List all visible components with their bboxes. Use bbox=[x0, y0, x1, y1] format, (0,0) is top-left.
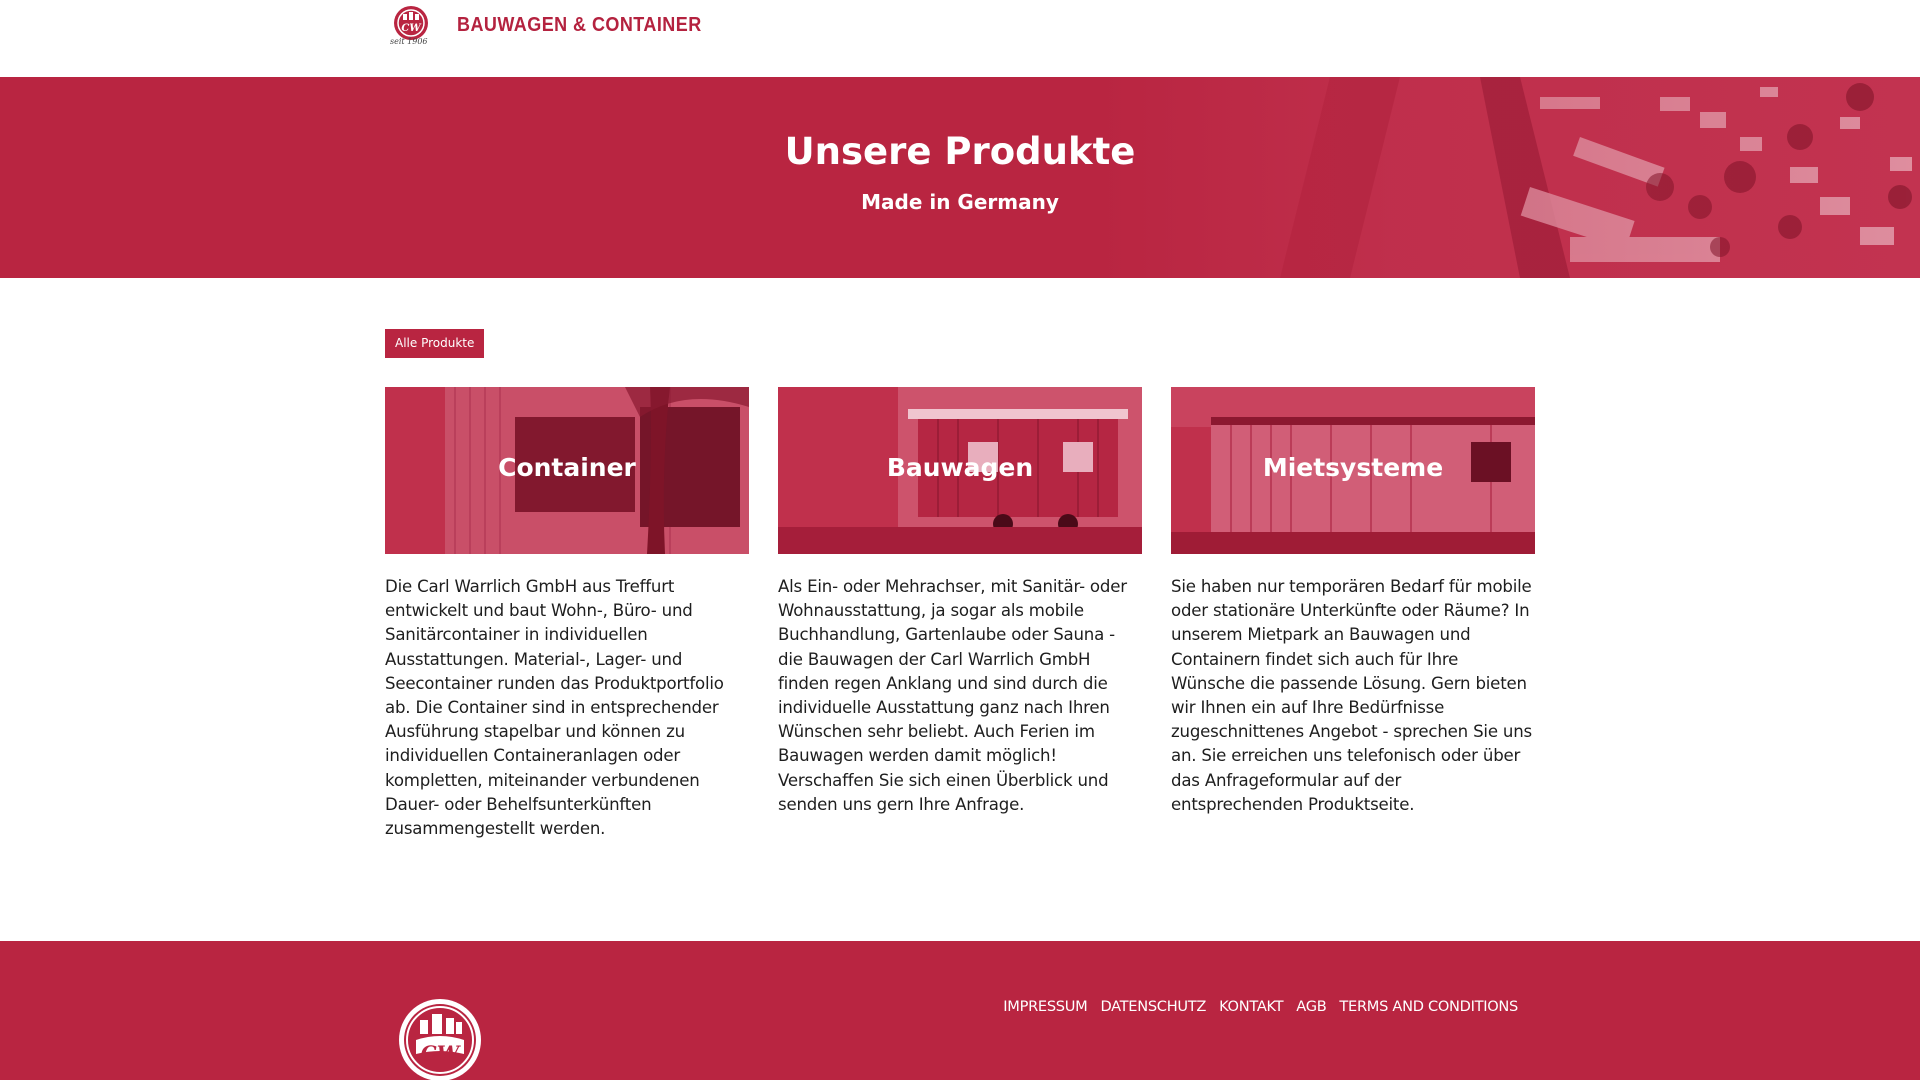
product-image-container[interactable] bbox=[385, 387, 749, 554]
hero-banner bbox=[0, 77, 1920, 278]
aerial-photo-image bbox=[1100, 77, 1920, 278]
page-subtitle: Made in Germany bbox=[861, 190, 1059, 214]
product-card-bauwagen bbox=[778, 387, 1142, 817]
product-card-container bbox=[385, 387, 749, 841]
product-description: Sie haben nur temporären Bedarf für mobile oder stationäre Unterkünfte oder Räume? In unserem Mietpark an Bauwagen und Containern findet sich auch für Ihre Wünsche die passende Lösung. Gern bieten wir Ihnen ein auf Ihre Bedürfnisse zugeschnittenes Angebot - sprechen Sie uns an. Sie erreichen uns telefonisch oder über das Anfrageformular auf der entsprechenden Produktseite. bbox=[1171, 577, 1532, 814]
footer-link-kontakt[interactable]: KONTAKT bbox=[1219, 998, 1284, 1015]
footer-link-terms[interactable]: TERMS AND CONDITIONS bbox=[1339, 998, 1518, 1015]
footer-nav bbox=[1003, 998, 1518, 1015]
footer-link-impressum[interactable]: IMPRESSUM bbox=[1003, 998, 1088, 1015]
logo-initials: CW bbox=[401, 23, 421, 34]
product-image-mietsysteme[interactable] bbox=[1171, 387, 1535, 554]
product-card-mietsysteme bbox=[1171, 387, 1535, 817]
product-image-bauwagen[interactable] bbox=[778, 387, 1142, 554]
logo-tagline: seit 1906 bbox=[390, 37, 428, 46]
product-description: Als Ein- oder Mehrachser, mit Sanitär- oder Wohnausstattung, ja sogar als mobile Buchhandlung, Gartenlaube oder Sauna - die Bauwagen der Carl Warrlich GmbH finden regen Anklang und sind durch die individuelle Ausstattung ganz nach Ihren Wünschen sehr beliebt. Auch Ferien im Bauwagen werden damit möglich! Verschaffen Sie sich einen Überblick und senden uns gern Ihre Anfrage. bbox=[778, 577, 1127, 814]
cw-emblem-icon[interactable] bbox=[398, 998, 482, 1080]
product-title: Container bbox=[498, 453, 636, 482]
brand-name[interactable]: BAUWAGEN & CONTAINER bbox=[457, 14, 702, 36]
filter-all-products-button[interactable]: Alle Produkte bbox=[385, 329, 484, 358]
product-description: Die Carl Warrlich GmbH aus Treffurt entwickelt und baut Wohn-, Büro- und Sanitärcontainer in individuellen Ausstattungen. Material-, Lager- und Seecontainer runden das Produktportfolio ab. Die Container sind in entsprechender Ausführung stapelbar und können zu individuellen Containeranlagen oder kompletten, miteinander verbundenen Dauer- oder Behelfsunterkünften zusammengestellt werden. bbox=[385, 577, 724, 839]
site-header bbox=[0, 0, 1920, 77]
product-title: Mietsysteme bbox=[1262, 453, 1444, 482]
site-footer bbox=[0, 941, 1920, 1080]
footer-logo-initials: CW bbox=[420, 1041, 460, 1065]
footer-link-datenschutz[interactable]: DATENSCHUTZ bbox=[1100, 998, 1207, 1015]
page-title: Unsere Produkte bbox=[784, 130, 1136, 173]
product-title: Bauwagen bbox=[886, 453, 1034, 482]
footer-link-agb[interactable]: AGB bbox=[1296, 998, 1327, 1015]
